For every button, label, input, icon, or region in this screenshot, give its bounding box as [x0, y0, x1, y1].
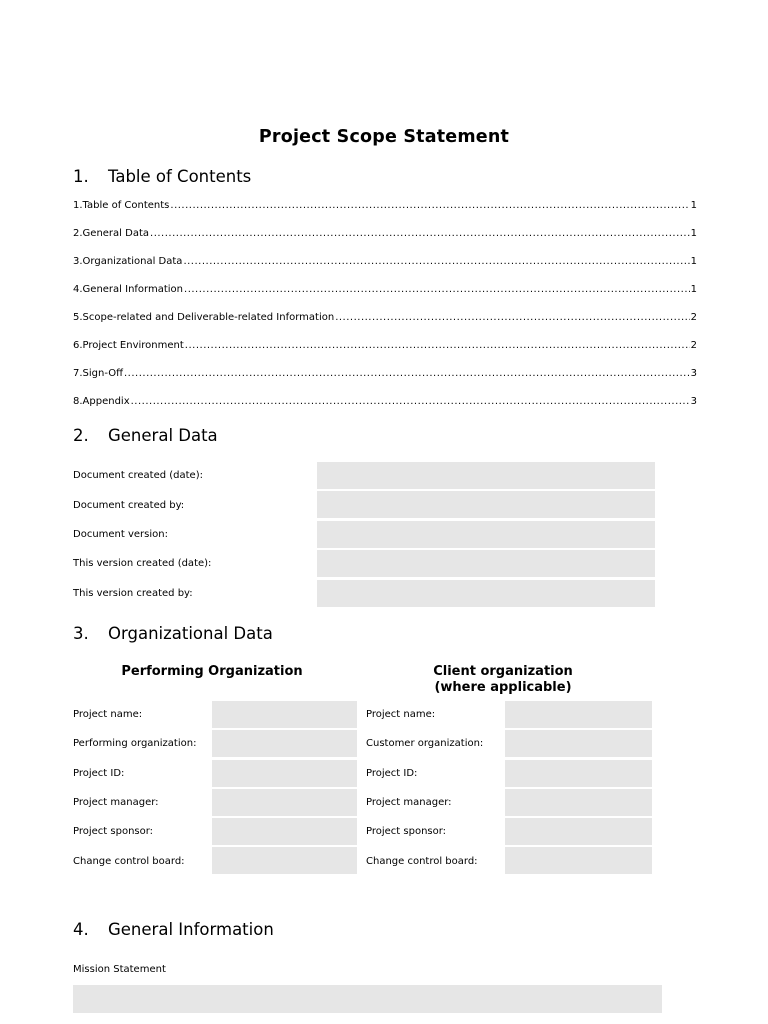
toc-dot-leader — [335, 312, 689, 323]
toc-entry[interactable] — [73, 284, 697, 312]
section-number: 4. — [73, 920, 89, 939]
form-row — [73, 490, 655, 519]
form-row — [366, 759, 652, 788]
client-org-heading-line2: (where applicable) — [434, 680, 572, 695]
toc-entry-label: 7.Sign-Off — [73, 368, 123, 379]
form-row — [73, 579, 655, 608]
field-label: Change control board: — [73, 855, 185, 867]
toc-page-number: 2 — [690, 340, 697, 351]
document-version-field[interactable] — [317, 521, 655, 548]
toc-page-number: 1 — [690, 284, 697, 295]
document-created-date-field[interactable] — [317, 462, 655, 489]
toc-entry-label: 6.Project Environment — [73, 340, 184, 351]
section-heading-general-data — [73, 426, 218, 445]
toc-entry-label: 4.General Information — [73, 284, 184, 295]
client-org-heading-line1: Client organization — [433, 664, 573, 679]
form-row — [73, 520, 655, 549]
toc-dot-leader — [183, 256, 689, 267]
document-title: Project Scope Statement — [258, 127, 510, 147]
section-heading-org-data — [73, 624, 273, 643]
toc-page-number: 2 — [690, 312, 697, 323]
form-row — [73, 549, 655, 578]
customer-organization-field[interactable] — [505, 730, 652, 757]
field-label: Project name: — [366, 709, 436, 721]
section-title: Organizational Data — [108, 624, 273, 643]
toc-entry[interactable] — [73, 368, 697, 396]
client-change-control-board-field[interactable] — [505, 847, 652, 874]
section-number: 2. — [73, 426, 89, 445]
form-row — [366, 817, 652, 846]
version-created-by-field[interactable] — [317, 580, 655, 607]
toc-dot-leader — [124, 368, 690, 379]
form-row — [366, 846, 652, 875]
performing-change-control-board-field[interactable] — [212, 847, 357, 874]
toc-entry-label: 1.Table of Contents — [73, 200, 170, 211]
toc-entry[interactable] — [73, 256, 697, 284]
section-number: 3. — [73, 624, 89, 643]
field-label: This version created (date): — [73, 558, 212, 570]
general-data-table — [73, 461, 655, 608]
client-project-name-field[interactable] — [505, 701, 652, 728]
section-heading-general-info — [73, 920, 274, 939]
version-created-date-field[interactable] — [317, 550, 655, 577]
field-label: Project sponsor: — [366, 826, 447, 838]
section-heading-toc — [73, 167, 251, 186]
field-label: Document created by: — [73, 499, 185, 511]
toc-dot-leader — [150, 228, 690, 239]
toc-entry-label: 3.Organizational Data — [73, 256, 183, 267]
client-org-heading — [363, 664, 643, 696]
form-row — [73, 759, 357, 788]
toc-entry[interactable] — [73, 312, 697, 340]
form-row — [366, 729, 652, 758]
toc-entry[interactable] — [73, 340, 697, 368]
toc-entry[interactable] — [73, 396, 697, 424]
toc-entry-label: 2.General Data — [73, 228, 150, 239]
field-label: Project sponsor: — [73, 826, 154, 838]
form-row — [73, 729, 357, 758]
toc-page-number: 1 — [690, 228, 697, 239]
performing-org-heading: Performing Organization — [121, 664, 303, 679]
form-row — [73, 817, 357, 846]
toc-dot-leader — [185, 340, 690, 351]
client-project-sponsor-field[interactable] — [505, 818, 652, 845]
toc-entry-label: 8.Appendix — [73, 396, 130, 407]
performing-project-sponsor-field[interactable] — [212, 818, 357, 845]
section-title: General Data — [108, 426, 218, 445]
client-org-table — [366, 700, 652, 876]
field-label: Project name: — [73, 709, 143, 721]
toc-dot-leader — [131, 396, 690, 407]
toc-page-number: 3 — [690, 396, 697, 407]
field-label: Project manager: — [73, 797, 159, 809]
toc-entry-label: 5.Scope-related and Deliverable-related Information — [73, 312, 335, 323]
performing-project-id-field[interactable] — [212, 760, 357, 787]
field-label: Project ID: — [73, 767, 125, 779]
form-row — [73, 461, 655, 490]
toc-page-number: 1 — [690, 200, 697, 211]
form-row — [73, 700, 357, 729]
document-created-by-field[interactable] — [317, 491, 655, 518]
performing-organization-field[interactable] — [212, 730, 357, 757]
performing-org-table — [73, 700, 357, 876]
toc-dot-leader — [184, 284, 690, 295]
field-label: Performing organization: — [73, 738, 197, 750]
field-label: Customer organization: — [366, 738, 484, 750]
form-row — [366, 700, 652, 729]
mission-statement-label: Mission Statement — [73, 964, 166, 975]
performing-project-manager-field[interactable] — [212, 789, 357, 816]
field-label: Project manager: — [366, 797, 452, 809]
field-label: This version created by: — [73, 587, 193, 599]
form-row — [366, 788, 652, 817]
section-number: 1. — [73, 167, 89, 186]
field-label: Document version: — [73, 528, 168, 540]
field-label: Change control board: — [366, 855, 478, 867]
toc-entry[interactable] — [73, 228, 697, 256]
client-project-id-field[interactable] — [505, 760, 652, 787]
toc-page-number: 1 — [690, 256, 697, 267]
form-row — [73, 846, 357, 875]
field-label: Document created (date): — [73, 470, 203, 482]
toc-page-number: 3 — [690, 368, 697, 379]
client-project-manager-field[interactable] — [505, 789, 652, 816]
performing-project-name-field[interactable] — [212, 701, 357, 728]
toc-entry[interactable] — [73, 200, 697, 228]
section-title: General Information — [108, 920, 274, 939]
table-of-contents — [73, 200, 697, 424]
mission-statement-field[interactable] — [73, 985, 662, 1013]
section-title: Table of Contents — [108, 167, 252, 186]
form-row — [73, 788, 357, 817]
toc-dot-leader — [170, 200, 689, 211]
field-label: Project ID: — [366, 767, 418, 779]
